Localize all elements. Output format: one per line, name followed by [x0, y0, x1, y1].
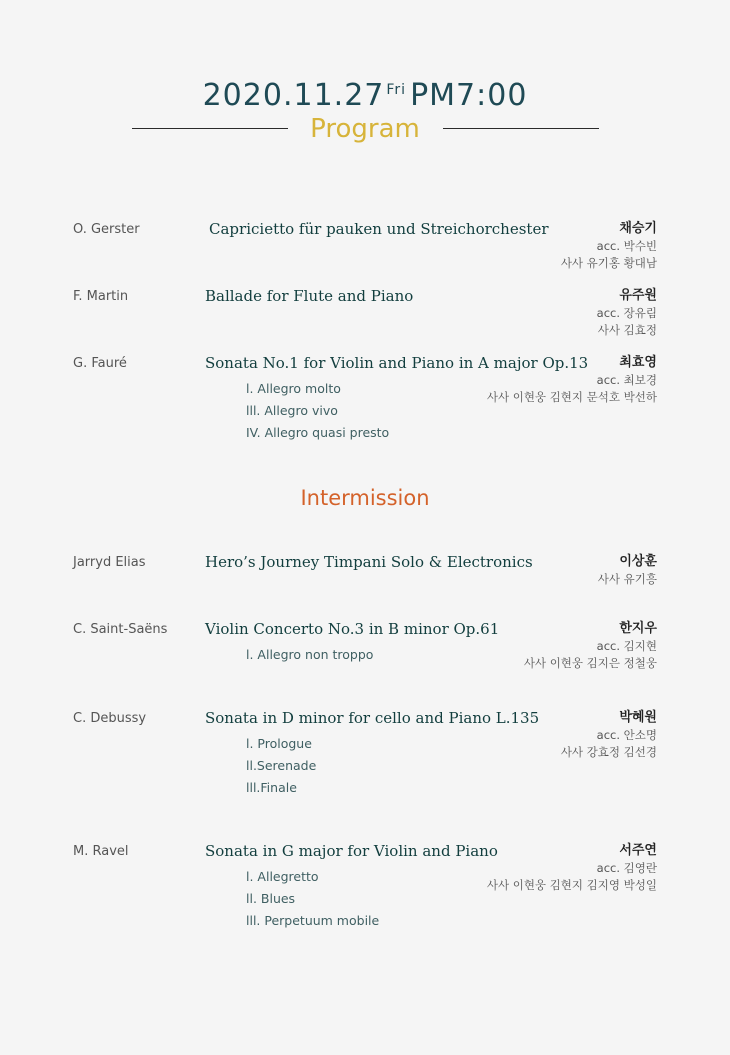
composer-name: C. Debussy [73, 711, 147, 726]
work-title: Capricietto für pauken und Streichorchester [209, 220, 549, 238]
performer-name: 서주연 [619, 843, 657, 858]
movement-item: ll.Serenade [246, 758, 317, 773]
accompanist: acc. 최보경 [596, 373, 657, 387]
program-title: Program [310, 114, 420, 144]
performer-name: 최효영 [619, 355, 657, 370]
performer-name: 이상훈 [619, 554, 657, 569]
composer-name: F. Martin [73, 289, 129, 304]
movement-item: IV. Allegro quasi presto [246, 425, 390, 440]
composer-name: O. Gerster [73, 222, 140, 237]
movement-item: ll. Blues [246, 891, 296, 906]
composer-name: Jarryd Elias [73, 555, 146, 570]
work-title: Sonata in G major for Violin and Piano [205, 842, 498, 860]
work-title: Ballade for Flute and Piano [205, 287, 414, 305]
accompanist: acc. 김지현 [596, 639, 657, 653]
work-title: Sonata No.1 for Violin and Piano in A major Op.13 [205, 354, 589, 372]
teachers: 사사 이현웅 김현지 김지영 박성일 [486, 878, 657, 892]
performer-block [561, 220, 657, 272]
performer-block [524, 620, 657, 672]
performer-block [598, 553, 657, 588]
composer-name: C. Saint-Saëns [73, 622, 168, 637]
accompanist: acc. 박수빈 [596, 239, 657, 253]
performer-name: 한지우 [619, 621, 657, 636]
movement-item: l. Allegro non troppo [246, 647, 374, 662]
movement-list [246, 733, 316, 799]
concert-time: PM7:00 [410, 78, 528, 113]
work-title: Sonata in D minor for cello and Piano L.135 [205, 709, 540, 727]
teachers: 사사 유기홍 황대남 [560, 256, 657, 270]
accompanist: acc. 안소명 [596, 728, 657, 742]
concert-datetime [0, 78, 730, 113]
intermission-label: Intermission [300, 486, 430, 510]
work-title: Hero’s Journey Timpani Solo & Electronics [205, 553, 533, 571]
movement-item: lll. Allegro vivo [246, 403, 338, 418]
movement-list [246, 866, 379, 932]
performer-block [487, 354, 657, 406]
movement-item: l. Prologue [246, 736, 312, 751]
concert-weekday: Fri [386, 82, 407, 98]
movement-item: l. Allegretto [246, 869, 319, 884]
accompanist: acc. 장유림 [596, 306, 657, 320]
teachers: 사사 유기흥 [597, 572, 657, 586]
teachers: 사사 김효정 [597, 323, 657, 337]
movement-list [246, 644, 373, 666]
movement-item: lll.Finale [246, 780, 297, 795]
movement-list [246, 378, 389, 444]
performer-name: 유주원 [619, 288, 657, 303]
work-title: Violin Concerto No.3 in B minor Op.61 [205, 620, 500, 638]
teachers: 사사 강효정 김선경 [560, 745, 657, 759]
performer-name: 채승기 [619, 221, 657, 236]
accompanist: acc. 김영란 [596, 861, 657, 875]
teachers: 사사 이현웅 김현지 문석호 박선하 [486, 390, 657, 404]
movement-item: l. Allegro molto [246, 381, 341, 396]
composer-name: M. Ravel [73, 844, 129, 859]
performer-block [487, 842, 657, 894]
performer-block [561, 709, 657, 761]
concert-date: 2020.11.27 [202, 78, 385, 113]
performer-name: 박혜원 [619, 710, 657, 725]
teachers: 사사 이현웅 김지은 정철웅 [523, 656, 657, 670]
movement-item: lll. Perpetuum mobile [246, 913, 380, 928]
composer-name: G. Fauré [73, 356, 127, 371]
performer-block [597, 287, 657, 339]
